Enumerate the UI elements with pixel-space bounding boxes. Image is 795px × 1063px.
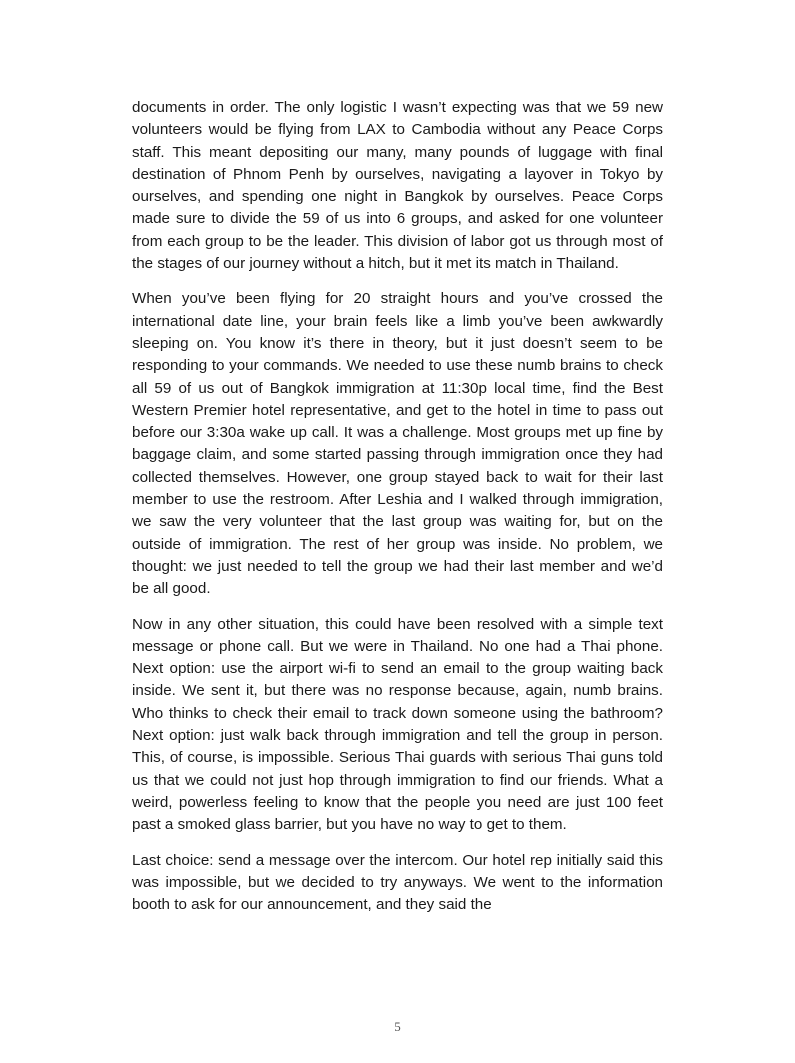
page-number: 5 <box>394 1019 401 1034</box>
paragraph: Last choice: send a message over the intercom. Our hotel rep initially said this was impossible, but we decided to try anyways. We went to the information booth to ask for our announcement, and they said the <box>132 851 663 914</box>
paragraph: Now in any other situation, this could have been resolved with a simple text message or phone call. But we were in Thailand. No one had a Thai phone. Next option: use the airport wi-fi to send an email to the group waiting back inside. We sent it, but there was no response because, again, numb brains. Who thinks to check their email to track down someone using the bathroom? Next option: just walk back through immigration and tell the group in person. This, of course, is impossible. Serious Thai guards with serious Thai guns told us that we could not just hop through immigration to find our friends. What a weird, powerless feeling to know that the people you need are just 100 feet past a smoked glass barrier, but you have no way to get to them. <box>132 615 663 834</box>
body-text <box>132 97 663 929</box>
paragraph: documents in order. The only logistic I wasn’t expecting was that we 59 new volunteers would be flying from LAX to Cambodia without any Peace Corps staff. This meant depositing our many, many pounds of luggage with final destination of Phnom Penh by ourselves, navigating a layover in Tokyo by ourselves, and spending one night in Bangkok by ourselves. Peace Corps made sure to divide the 59 of us into 6 groups, and asked for one volunteer from each group to be the leader. This division of labor got us through most of the stages of our journey without a hitch, but it met its match in Thailand. <box>132 99 663 273</box>
paragraph: When you’ve been flying for 20 straight hours and you’ve crossed the international date line, your brain feels like a limb you’ve been awkwardly sleeping on. You know it’s there in theory, but it just doesn’t seem to be responding to your commands. We needed to use these numb brains to check all 59 of us out of Bangkok immigration at 11:30p local time, find the Best Western Premier hotel representative, and get to the hotel in time to pass out before our 3:30a wake up call. It was a challenge. Most groups met up fine by baggage claim, and some started passing through immigration once they had collected themselves. However, one group stayed back to wait for their last member to use the restroom. After Leshia and I walked through immigration, we saw the very volunteer that the last group was waiting for, but on the outside of immigration. The rest of her group was inside. No problem, we thought: we just needed to tell the group we had their last member and we’d be all good. <box>132 290 663 598</box>
